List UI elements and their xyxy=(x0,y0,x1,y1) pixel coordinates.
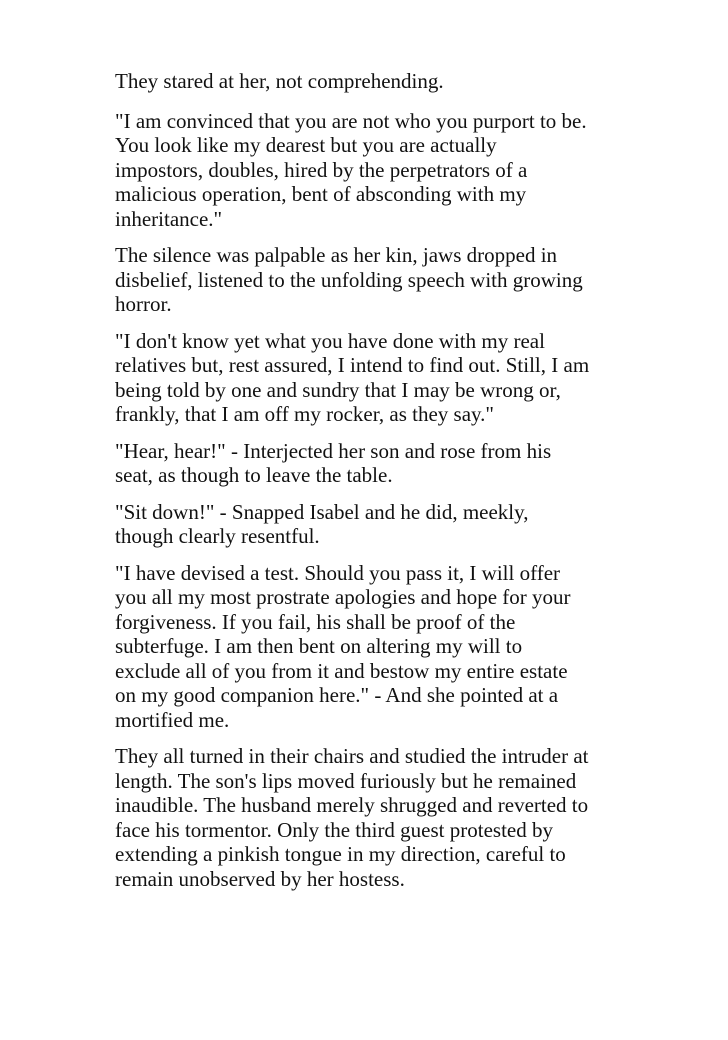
paragraph: "Hear, hear!" - Interjected her son and rose from his seat, as though to leave the table. xyxy=(115,438,552,487)
paragraph: They all turned in their chairs and studied the intruder at length. The son's lips moved furiously but he remained inaudible. The husband merely shrugged and reverted to face his tormentor. Only the third guest protested by extending a pinkish tongue in my direction, careful to remain unobserved by her hostess. xyxy=(115,744,589,891)
paragraph: "Sit down!" - Snapped Isabel and he did, meekly, though clearly resentful. xyxy=(115,499,529,548)
paragraph: They stared at her, not comprehending. xyxy=(115,69,444,93)
paragraph: "I am convinced that you are not who you purport to be. You look like my dearest but you are actually impostors, doubles, hired by the perpetrators of a malicious operation, bent of absconding with my inheritance." xyxy=(115,108,587,231)
paragraph: "I don't know yet what you have done with my real relatives but, rest assured, I intend to find out. Still, I am being told by one and sundry that I may be wrong or, frankly, that I am off my rocker, as they say." xyxy=(115,328,590,426)
paragraph: "I have devised a test. Should you pass it, I will offer you all my most prostrate apologies and hope for your forgiveness. If you fail, his shall be proof of the subterfuge. I am then bent on altering my will to exclude all of you from it and bestow my entire estate on my good companion here." - And she pointed at a mortified me. xyxy=(115,560,571,732)
paragraph: The silence was palpable as her kin, jaws dropped in disbelief, listened to the unfolding speech with growing horror. xyxy=(115,243,583,316)
